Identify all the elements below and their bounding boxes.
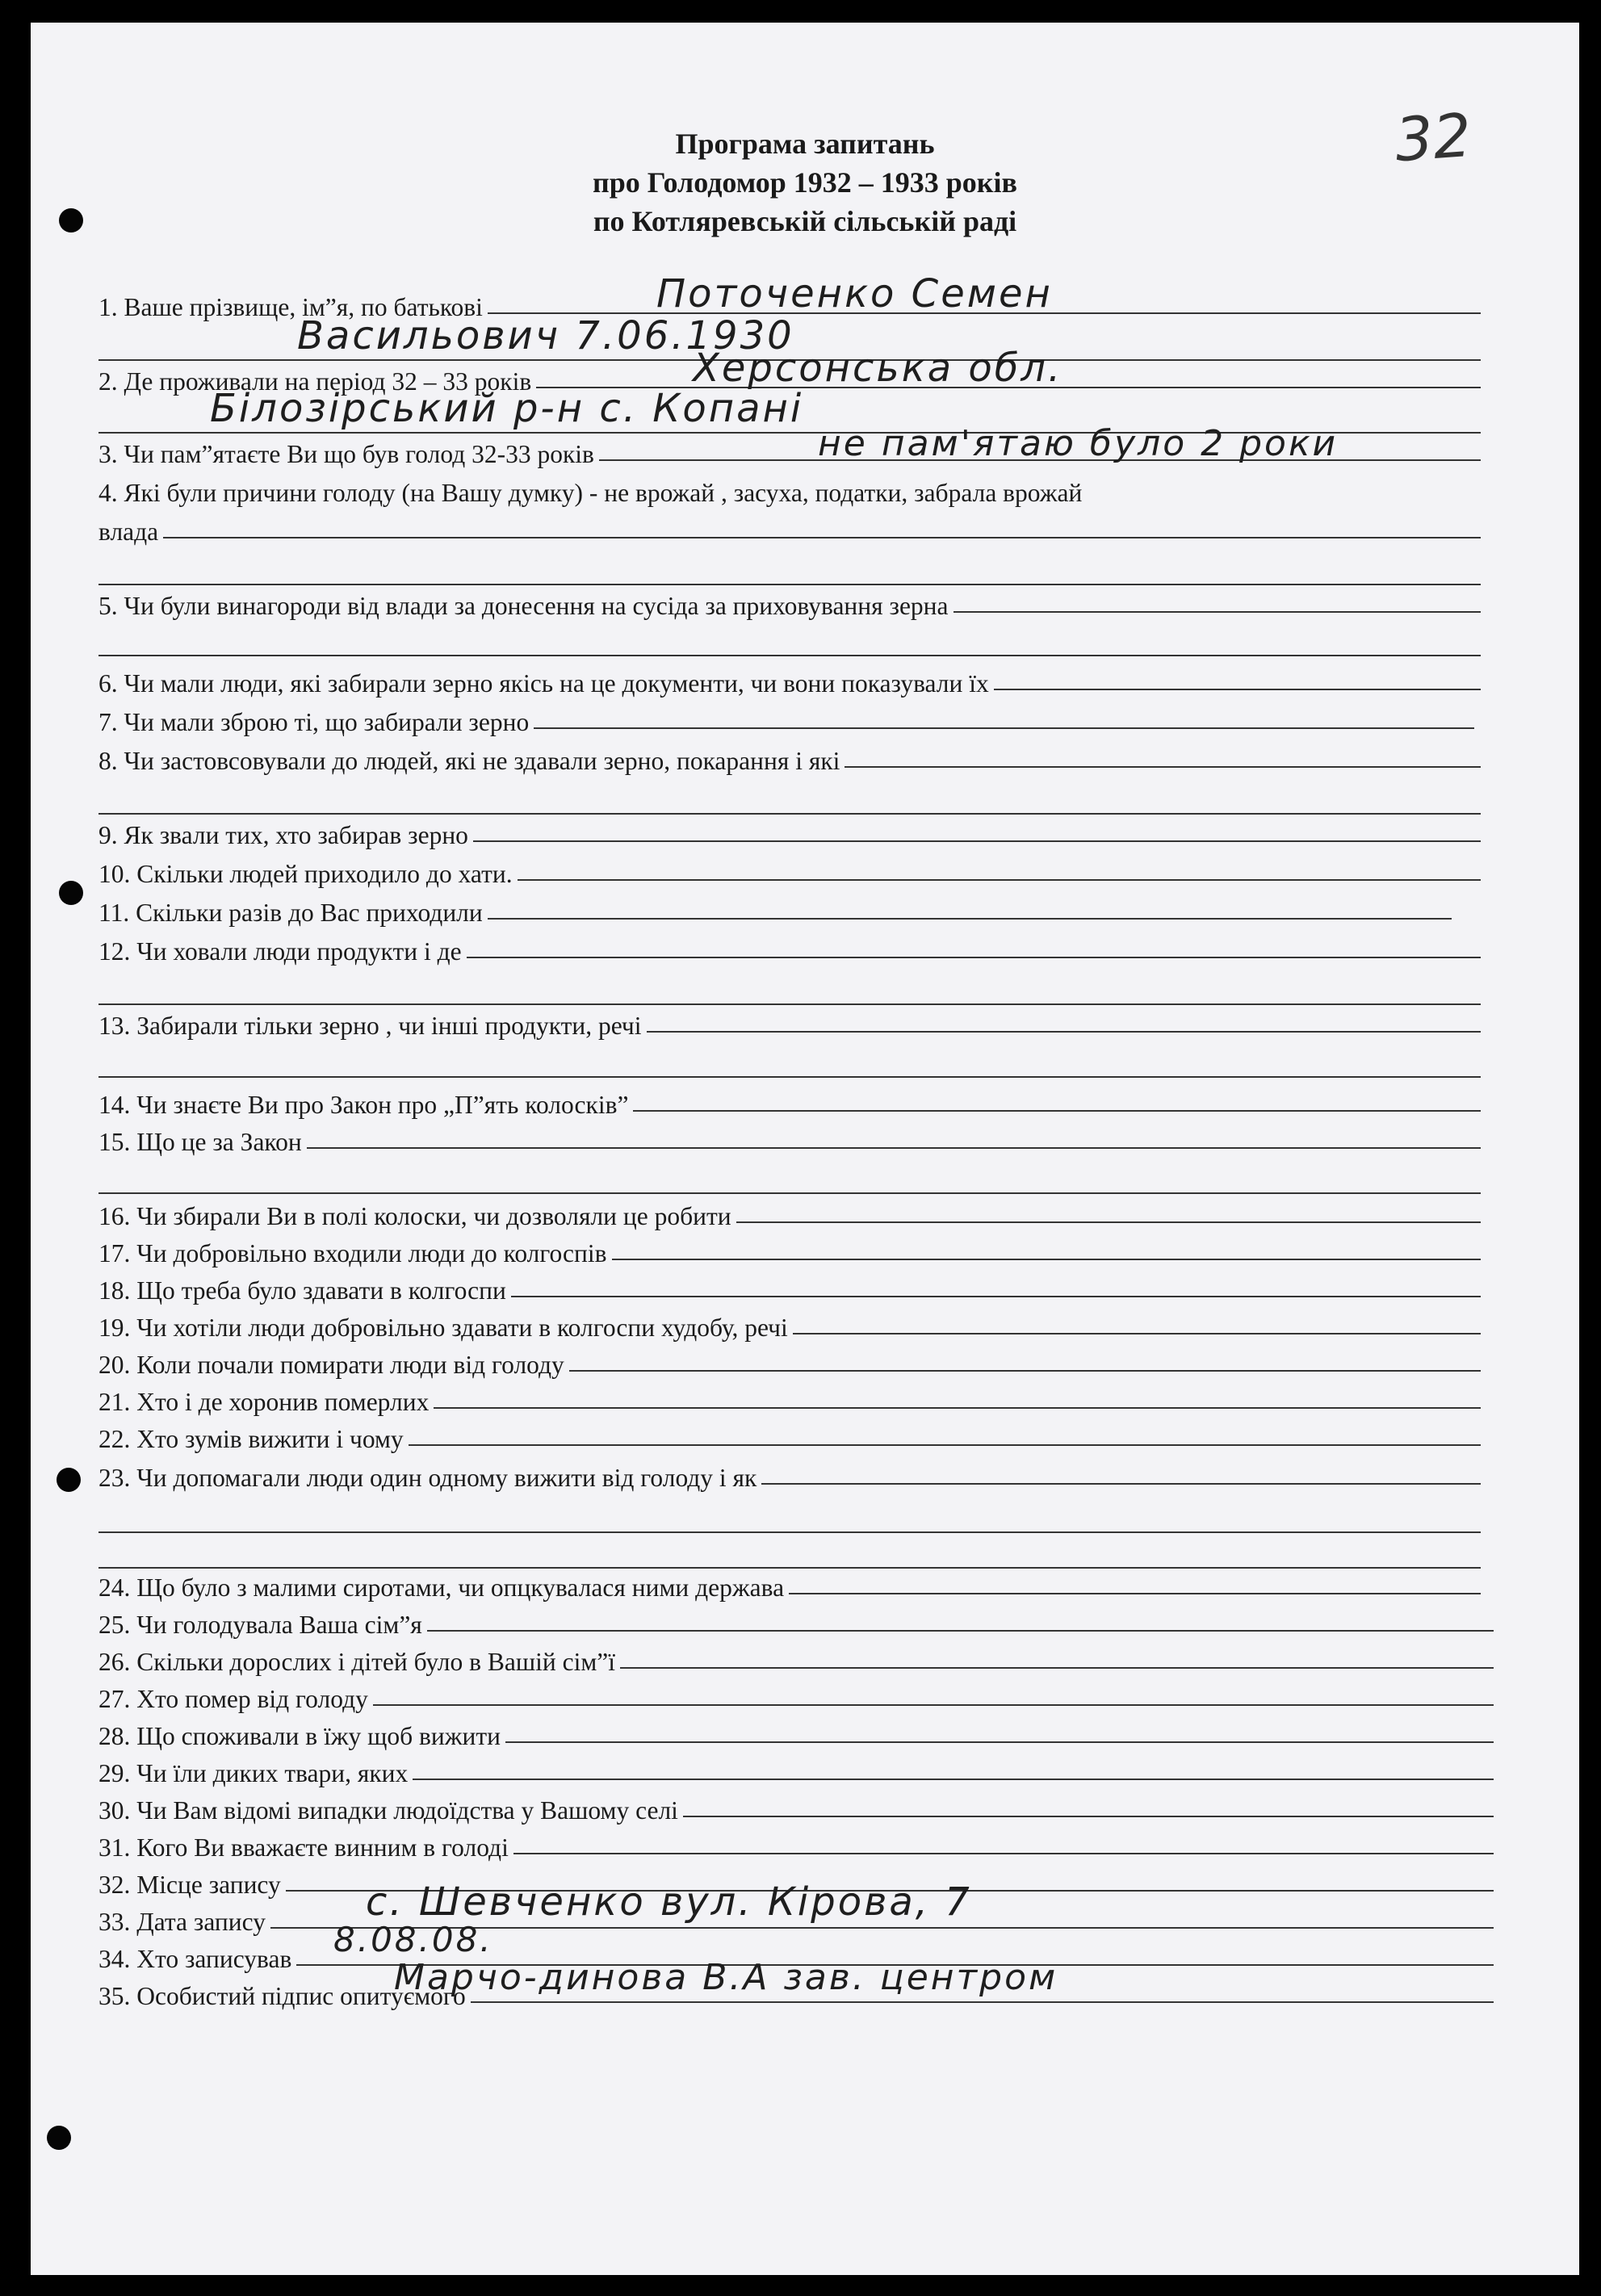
- answer-line: [98, 812, 1481, 815]
- question-text: 35. Особистий підпис опитуємого: [98, 1982, 466, 2010]
- question-text: 31. Кого Ви вважаєте винним в голоді: [98, 1833, 509, 1862]
- punch-hole-2: [59, 881, 83, 905]
- answer-residence-line-1: Херсонська обл.: [693, 346, 1063, 391]
- question-row: [98, 1090, 1481, 1121]
- question-text: 17. Чи добровільно входили люди до колгоспів: [98, 1239, 607, 1267]
- question-row: [98, 668, 1481, 699]
- question-row: [98, 1795, 1494, 1826]
- question-row: [98, 1313, 1481, 1343]
- question-text: 25. Чи голодувала Ваша сім”я: [98, 1611, 422, 1639]
- answer-line: [98, 583, 1481, 585]
- answer-line: [98, 1003, 1481, 1005]
- question-row: [98, 591, 1481, 622]
- page-title-line-2: про Голодомор 1932 – 1933 років: [593, 166, 1017, 199]
- page-title-line-3: по Котляревській сільській раді: [593, 205, 1017, 237]
- answer-line: [98, 1192, 1481, 1194]
- answer-line: [98, 1566, 1481, 1569]
- question-row: [98, 898, 1452, 928]
- question-text: 29. Чи їли диких твари, яких: [98, 1759, 409, 1787]
- question-row: [98, 1721, 1494, 1752]
- question-text: 10. Скільки людей приходило до хати.: [98, 860, 513, 888]
- question-text: 22. Хто зумів вижити і чому: [98, 1425, 404, 1453]
- question-row: [98, 820, 1481, 851]
- answer-line: [98, 1075, 1481, 1078]
- question-row: [98, 1573, 1481, 1603]
- question-text: 21. Хто і де хоронив померлих: [98, 1388, 430, 1416]
- question-text: влада: [98, 517, 159, 546]
- question-row: [98, 1424, 1481, 1455]
- question-text: 24. Що було з малими сиротами, чи опцкувалася ними держава: [98, 1573, 785, 1602]
- question-text: 4. Які були причини голоду (на Вашу думку) - не врожай , засуха, податки, забрала врожай: [98, 479, 1083, 507]
- question-text: 7. Чи мали зброю ті, що забирали зерно: [98, 708, 530, 736]
- question-row: [98, 1011, 1481, 1041]
- question-row: [98, 707, 1474, 738]
- question-text: 18. Що треба було здавати в колгоспи: [98, 1276, 506, 1305]
- question-text: 27. Хто помер від голоду: [98, 1685, 368, 1713]
- answer-line: [98, 1531, 1481, 1533]
- question-row: [98, 1758, 1494, 1789]
- question-text: 26. Скільки дорослих і дітей було в Вашій сім”ї: [98, 1648, 615, 1676]
- question-text: 1. Ваше прізвище, ім”я, по батькові: [98, 293, 483, 321]
- question-row: [98, 1647, 1494, 1678]
- question-text: 15. Що це за Закон: [98, 1128, 302, 1156]
- answer-recorder: Марчо-динова В.А зав. центром: [394, 1957, 1058, 1998]
- page-number-handwritten: 32: [1393, 100, 1474, 176]
- answer-place: с. Шевченко вул. Кірова, 7: [366, 1879, 972, 1925]
- question-row: [98, 478, 1481, 509]
- question-text: 28. Що споживали в їжу щоб вижити: [98, 1722, 501, 1750]
- question-text: 6. Чи мали люди, які забирали зерно якісь на це документи, чи вони показували їх: [98, 669, 989, 698]
- answer-name-line-1: Поточенко Семен: [656, 271, 1053, 316]
- question-text: 3. Чи пам”ятаєте Ви що був голод 32-33 років: [98, 440, 594, 468]
- question-row: [98, 517, 1481, 547]
- question-text: 11. Скільки разів до Вас приходили: [98, 899, 483, 927]
- questionnaire-page: [31, 23, 1579, 2275]
- question-row: [98, 1833, 1494, 1863]
- question-text: 8. Чи застовсовували до людей, які не здавали зерно, покарання і які: [98, 747, 840, 775]
- question-row: [98, 746, 1481, 777]
- question-row: [98, 1276, 1481, 1306]
- answer-remember: не пам'ятаю було 2 роки: [818, 423, 1339, 464]
- question-text: 19. Чи хотіли люди добровільно здавати в колгоспи худобу, речі: [98, 1313, 788, 1342]
- question-text: 12. Чи ховали люди продукти і де: [98, 937, 462, 966]
- question-text: 9. Як звали тих, хто забирав зерно: [98, 821, 468, 849]
- question-text: 34. Хто записував: [98, 1945, 292, 1973]
- answer-name-line-2: Васильович 7.06.1930: [297, 313, 794, 358]
- question-text: 14. Чи знаєте Ви про Закон про „П”ять колосків”: [98, 1091, 629, 1119]
- question-row: [98, 1387, 1481, 1418]
- answer-line: [98, 654, 1481, 656]
- question-row: [98, 1684, 1494, 1715]
- question-text: 16. Чи збирали Ви в полі колоски, чи дозволяли це робити: [98, 1202, 731, 1230]
- question-row: [98, 1238, 1481, 1269]
- question-row: [98, 936, 1481, 967]
- punch-hole-4: [47, 2126, 71, 2150]
- page-title-line-1: Програма запитань: [675, 128, 935, 160]
- question-text: 20. Коли почали помирати люди від голоду: [98, 1351, 564, 1379]
- question-row: [98, 1463, 1481, 1494]
- question-row: [98, 1610, 1494, 1640]
- question-text: 30. Чи Вам відомі випадки людоїдства у Вашому селі: [98, 1796, 678, 1825]
- question-text: 32. Місце запису: [98, 1871, 281, 1899]
- question-row: [98, 1350, 1481, 1381]
- punch-hole-3: [57, 1468, 81, 1492]
- question-text: 23. Чи допомагали люди один одному вижити від голоду і як: [98, 1464, 757, 1492]
- question-row: [98, 1201, 1481, 1232]
- question-text: 13. Забирали тільки зерно , чи інші продукти, речі: [98, 1012, 642, 1040]
- question-text: 2. Де проживали на період 32 – 33 років: [98, 367, 532, 396]
- question-row: [98, 1127, 1481, 1158]
- answer-date: 8.08.08.: [333, 1920, 493, 1959]
- answer-residence-line-2: Білозірський р-н с. Копані: [210, 386, 804, 431]
- question-text: 5. Чи були винагороди від влади за донесення на сусіда за приховування зерна: [98, 592, 949, 620]
- question-row: [98, 859, 1481, 890]
- question-text: 33. Дата запису: [98, 1908, 266, 1936]
